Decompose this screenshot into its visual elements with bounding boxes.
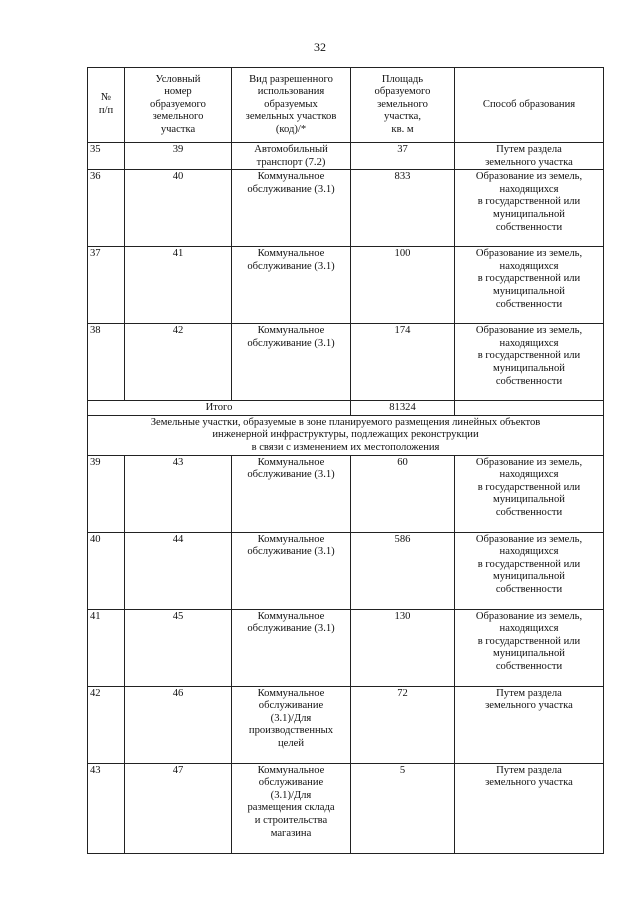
table-row (88, 609, 604, 686)
header-method: Способ образования (455, 68, 604, 143)
cell-method: Образование из земель, находящихся в государственной или муниципальной собственности (455, 324, 604, 401)
cell-num: 40 (88, 532, 125, 609)
cell-plot-code: 45 (125, 609, 232, 686)
cell-num: 37 (88, 247, 125, 324)
cell-method: Образование из земель, находящихся в государственной или муниципальной собственности (455, 609, 604, 686)
total-empty-cell (455, 401, 604, 416)
section-title: Земельные участки, образуемые в зоне планируемого размещения линейных объектов инженерной инфраструктуры, подлежащих реконструкции в связи с изменением их местоположения (88, 415, 604, 455)
cell-method: Путем раздела земельного участка (455, 763, 604, 853)
cell-plot-code: 39 (125, 143, 232, 170)
cell-permitted-use: Коммунальное обслуживание (3.1) (232, 609, 351, 686)
cell-permitted-use: Коммунальное обслуживание (3.1) (232, 455, 351, 532)
cell-method: Образование из земель, находящихся в государственной или муниципальной собственности (455, 170, 604, 247)
cell-permitted-use: Коммунальное обслуживание (3.1) (232, 324, 351, 401)
cell-permitted-use: Коммунальное обслуживание (3.1)/Для размещения склада и строительства магазина (232, 763, 351, 853)
cell-num: 38 (88, 324, 125, 401)
cell-permitted-use: Коммунальное обслуживание (3.1) (232, 170, 351, 247)
cell-area: 833 (351, 170, 455, 247)
cell-num: 35 (88, 143, 125, 170)
cell-plot-code: 43 (125, 455, 232, 532)
cell-plot-code: 42 (125, 324, 232, 401)
cell-num: 39 (88, 455, 125, 532)
cell-method: Путем раздела земельного участка (455, 686, 604, 763)
table-row (88, 532, 604, 609)
cell-num: 42 (88, 686, 125, 763)
section-header-row (88, 415, 604, 455)
cell-num: 43 (88, 763, 125, 853)
cell-permitted-use: Коммунальное обслуживание (3.1) (232, 247, 351, 324)
table-row (88, 247, 604, 324)
table-row (88, 170, 604, 247)
cell-plot-code: 40 (125, 170, 232, 247)
header-plot-code: Условный номер образуемого земельного участка (125, 68, 232, 143)
total-value: 81324 (351, 401, 455, 416)
cell-permitted-use: Автомобильный транспорт (7.2) (232, 143, 351, 170)
cell-plot-code: 41 (125, 247, 232, 324)
table-row (88, 763, 604, 853)
cell-plot-code: 44 (125, 532, 232, 609)
table-row (88, 143, 604, 170)
cell-method: Образование из земель, находящихся в государственной или муниципальной собственности (455, 455, 604, 532)
cell-method: Образование из земель, находящихся в государственной или муниципальной собственности (455, 532, 604, 609)
total-row (88, 401, 604, 416)
land-plots-table (87, 67, 604, 854)
cell-area: 60 (351, 455, 455, 532)
header-area: Площадь образуемого земельного участка, кв. м (351, 68, 455, 143)
cell-plot-code: 47 (125, 763, 232, 853)
cell-method: Образование из земель, находящихся в государственной или муниципальной собственности (455, 247, 604, 324)
table-header-row (88, 68, 604, 143)
cell-permitted-use: Коммунальное обслуживание (3.1)/Для производственных целей (232, 686, 351, 763)
cell-area: 130 (351, 609, 455, 686)
table-row (88, 686, 604, 763)
cell-num: 41 (88, 609, 125, 686)
cell-area: 586 (351, 532, 455, 609)
page-number: 32 (314, 40, 326, 54)
header-num: № п/п (88, 68, 125, 143)
cell-area: 37 (351, 143, 455, 170)
cell-area: 100 (351, 247, 455, 324)
cell-area: 5 (351, 763, 455, 853)
cell-plot-code: 46 (125, 686, 232, 763)
table-row (88, 455, 604, 532)
total-label: Итого (88, 401, 351, 416)
header-permitted-use: Вид разрешенного использования образуемых земельных участков (код)/* (232, 68, 351, 143)
cell-area: 72 (351, 686, 455, 763)
cell-method: Путем раздела земельного участка (455, 143, 604, 170)
table-row (88, 324, 604, 401)
cell-permitted-use: Коммунальное обслуживание (3.1) (232, 532, 351, 609)
cell-num: 36 (88, 170, 125, 247)
cell-area: 174 (351, 324, 455, 401)
